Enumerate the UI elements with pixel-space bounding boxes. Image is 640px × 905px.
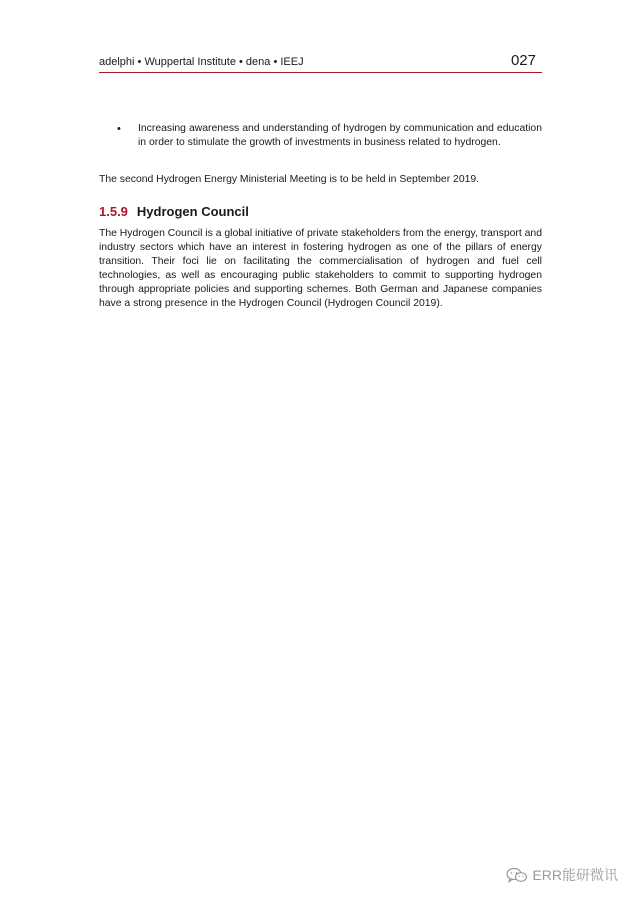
bullet-marker: •	[117, 123, 121, 135]
bullet-list-item	[99, 122, 542, 150]
header-organizations: adelphi • Wuppertal Institute • dena • IEEJ	[99, 56, 304, 68]
wechat-icon	[506, 867, 528, 883]
section-title: Hydrogen Council	[136, 204, 249, 219]
page-header	[99, 50, 542, 73]
watermark-text: ERR能研微讯	[532, 867, 618, 883]
section-number: 1.5.9	[99, 204, 128, 219]
watermark	[506, 865, 618, 885]
paragraph-ministerial-meeting: The second Hydrogen Energy Ministerial Meeting is to be held in September 2019.	[99, 174, 480, 185]
page-number: 027	[510, 52, 536, 69]
section-heading	[99, 204, 249, 219]
bullet-text: Increasing awareness and understanding of hydrogen by communication and education in order to stimulate the growth of investments in business related to hydrogen.	[138, 123, 542, 149]
paragraph-hydrogen-council: The Hydrogen Council is a global initiative of private stakeholders from the energy, transport and industry sectors which have an interest in fostering hydrogen as one of the pillars of energy transition. Their foci lie on facilitating the commercialisation of hydrogen and fuel cell technologies, as well as encouraging public stakeholders to commit to supporting hydrogen through appropriate policies and supporting schemes. Both German and Japanese companies have a strong presence in the Hydrogen Council (Hydrogen Council 2019).	[99, 228, 542, 310]
